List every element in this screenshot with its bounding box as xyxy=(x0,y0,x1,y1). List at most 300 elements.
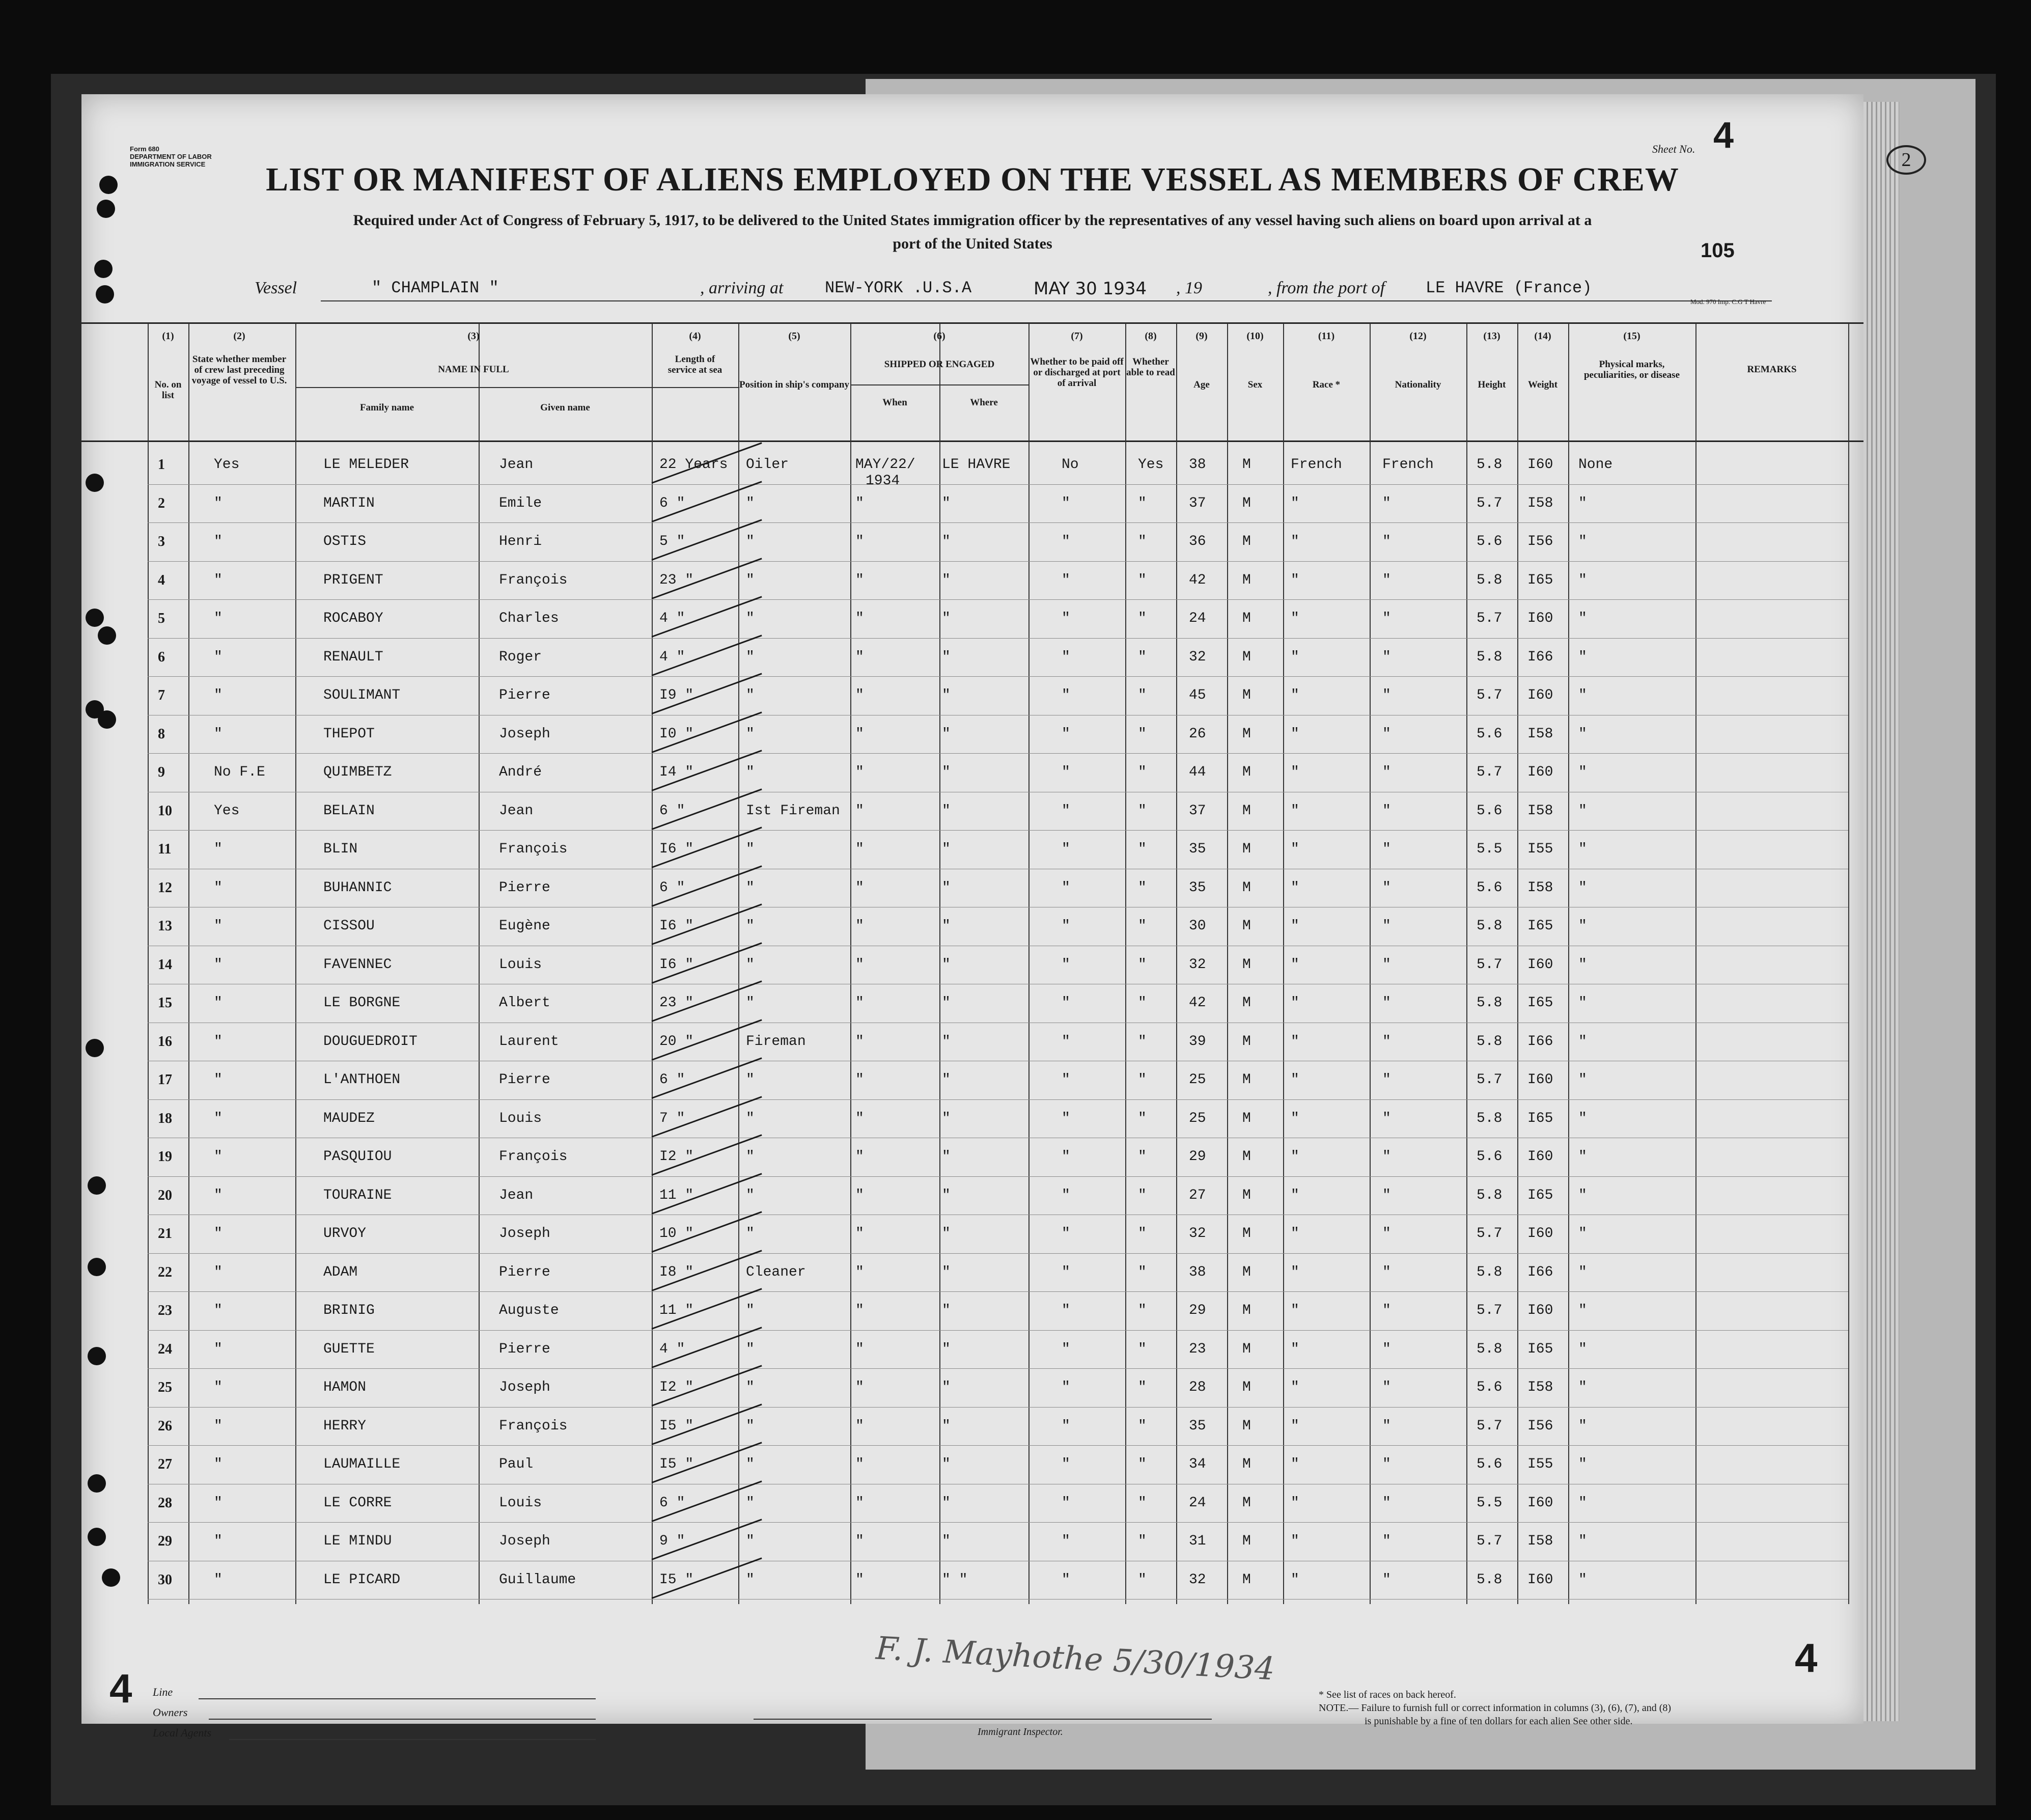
sex: M xyxy=(1242,764,1251,780)
column-rule xyxy=(939,323,940,1604)
binding-hole xyxy=(94,260,113,278)
sex: M xyxy=(1242,879,1251,896)
vessel-label: Vessel xyxy=(255,279,297,297)
race: " xyxy=(1291,764,1299,780)
col2-header: State whether member of crew last preceding voyage of vessel to U.S. xyxy=(191,354,287,386)
previous-voyage: " xyxy=(214,1571,222,1588)
race: " xyxy=(1291,1149,1299,1165)
length-of-service: I8 " xyxy=(659,1264,694,1280)
col9-number: (9) xyxy=(1195,330,1208,342)
physical-marks: " xyxy=(1578,649,1587,665)
year-label: , 19 xyxy=(1176,279,1202,297)
col15-number: (15) xyxy=(1623,330,1640,342)
given-name: Pierre xyxy=(499,1072,550,1088)
margin-circled-number: 2 xyxy=(1886,145,1926,175)
sex: M xyxy=(1242,918,1251,934)
length-of-service: 4 " xyxy=(659,1341,685,1357)
given-name: Henri xyxy=(499,534,542,549)
engaged-where: " xyxy=(942,1418,951,1434)
family-name: SOULIMANT xyxy=(323,687,401,703)
previous-voyage: " xyxy=(214,1456,222,1472)
engaged-where: " xyxy=(942,1187,951,1203)
sex: M xyxy=(1242,572,1251,588)
length-of-service: 11 " xyxy=(659,1303,694,1318)
height: 5.8 xyxy=(1477,1571,1503,1588)
subheader-rule xyxy=(652,387,738,388)
binding-hole xyxy=(88,1258,106,1276)
weight: I58 xyxy=(1527,726,1553,742)
race: " xyxy=(1291,1533,1299,1549)
paid-off: " xyxy=(1062,1456,1070,1472)
previous-voyage: " xyxy=(214,534,222,549)
length-of-service: I5 " xyxy=(659,1571,694,1588)
col7-header: Whether to be paid off or discharged at port of arrival xyxy=(1030,356,1124,389)
physical-marks: " xyxy=(1578,726,1587,742)
physical-marks: " xyxy=(1578,995,1587,1011)
weight: I65 xyxy=(1527,1341,1553,1357)
weight: I65 xyxy=(1527,918,1553,934)
ship-position: Oiler xyxy=(746,457,789,473)
owners-label: Owners xyxy=(153,1706,188,1719)
physical-marks: " xyxy=(1578,1110,1587,1126)
ship-position: " xyxy=(746,956,755,973)
nationality: " xyxy=(1382,918,1391,934)
given-name: Guillaume xyxy=(499,1571,576,1588)
length-of-service: 4 " xyxy=(659,611,685,626)
engaged-when: " xyxy=(855,1341,864,1357)
weight: I56 xyxy=(1527,534,1553,549)
column-rule xyxy=(1370,323,1371,1604)
length-of-service: I6 " xyxy=(659,956,694,973)
race: " xyxy=(1291,803,1299,819)
row-rule xyxy=(148,1176,1848,1177)
col2-number: (2) xyxy=(233,330,245,342)
weight: I55 xyxy=(1527,1456,1553,1472)
race: " xyxy=(1291,1226,1299,1242)
ship-position: " xyxy=(746,995,755,1011)
engaged-when: " xyxy=(855,1495,864,1511)
engaged-when: " xyxy=(855,534,864,549)
header-bottom-rule xyxy=(81,440,1863,442)
family-name: THEPOT xyxy=(323,726,375,742)
binding-hole xyxy=(96,285,114,304)
race: " xyxy=(1291,726,1299,742)
row-number: 2 xyxy=(158,495,165,511)
height: 5.5 xyxy=(1477,841,1503,857)
able-to-read: " xyxy=(1138,995,1147,1011)
sex: M xyxy=(1242,1187,1251,1203)
line-label: Line xyxy=(153,1686,173,1698)
row-number: 4 xyxy=(158,572,165,588)
given-name: Jean xyxy=(499,457,534,473)
given-name: Joseph xyxy=(499,726,550,742)
height: 5.7 xyxy=(1477,1303,1503,1318)
physical-marks: " xyxy=(1578,956,1587,973)
nationality: French xyxy=(1382,457,1434,473)
col10-header: Sex xyxy=(1247,379,1263,390)
ship-position: " xyxy=(746,1533,755,1549)
family-name: MAUDEZ xyxy=(323,1110,375,1126)
ship-position: " xyxy=(746,1418,755,1434)
vessel-name: " CHAMPLAIN " xyxy=(372,279,499,297)
row-number: 9 xyxy=(158,764,165,780)
sex: M xyxy=(1242,457,1251,473)
page-count: 105 xyxy=(1701,239,1735,262)
able-to-read: " xyxy=(1138,803,1147,819)
col5-number: (5) xyxy=(788,330,800,342)
row-number: 12 xyxy=(158,879,172,896)
arriving-label: , arriving at xyxy=(700,279,784,297)
weight: I65 xyxy=(1527,1110,1553,1126)
weight: I58 xyxy=(1527,803,1553,819)
physical-marks: " xyxy=(1578,1072,1587,1088)
col3-number: (3) xyxy=(467,330,480,342)
family-name: HAMON xyxy=(323,1380,367,1395)
length-of-service: 9 " xyxy=(659,1533,685,1549)
previous-voyage: " xyxy=(214,495,222,511)
column-rule xyxy=(1568,323,1569,1604)
family-name: LE MINDU xyxy=(323,1533,392,1549)
row-number: 6 xyxy=(158,649,165,665)
row-rule xyxy=(148,1368,1848,1369)
previous-voyage: " xyxy=(214,649,222,665)
row-rule xyxy=(148,1099,1848,1100)
sex: M xyxy=(1242,495,1251,511)
arrival-date: MAY 30 1934 xyxy=(1034,279,1147,299)
engaged-when: " xyxy=(855,764,864,780)
height: 5.6 xyxy=(1477,1149,1503,1165)
race: " xyxy=(1291,495,1299,511)
sex: M xyxy=(1242,1226,1251,1242)
engaged-where: " " xyxy=(942,1571,968,1588)
paid-off: " xyxy=(1062,1341,1070,1357)
row-number: 16 xyxy=(158,1033,172,1050)
length-of-service: I5 " xyxy=(659,1456,694,1472)
age: 32 xyxy=(1189,956,1206,973)
height: 5.6 xyxy=(1477,803,1503,819)
column-rule xyxy=(148,323,149,1604)
height: 5.8 xyxy=(1477,1264,1503,1280)
engaged-where: " xyxy=(942,1226,951,1242)
ship-position: " xyxy=(746,1495,755,1511)
family-name: GUETTE xyxy=(323,1341,375,1357)
physical-marks: " xyxy=(1578,687,1587,703)
sex: M xyxy=(1242,841,1251,857)
engaged-where: " xyxy=(942,1072,951,1088)
ship-position: " xyxy=(746,1226,755,1242)
race: " xyxy=(1291,1303,1299,1318)
engaged-where: " xyxy=(942,1303,951,1318)
signature-line xyxy=(754,1719,1212,1720)
row-number: 18 xyxy=(158,1110,172,1126)
nationality: " xyxy=(1382,803,1391,819)
given-name: Joseph xyxy=(499,1380,550,1395)
length-of-service: 6 " xyxy=(659,1072,685,1088)
nationality: " xyxy=(1382,1533,1391,1549)
nationality: " xyxy=(1382,534,1391,549)
weight: I60 xyxy=(1527,956,1553,973)
able-to-read: " xyxy=(1138,1110,1147,1126)
arriving-port: NEW-YORK .U.S.A xyxy=(825,279,972,297)
height: 5.8 xyxy=(1477,649,1503,665)
family-name: BLIN xyxy=(323,841,358,857)
given-name: Emile xyxy=(499,495,542,511)
col12-number: (12) xyxy=(1409,330,1427,342)
ship-position: " xyxy=(746,1571,755,1588)
engaged-where: " xyxy=(942,956,951,973)
able-to-read: " xyxy=(1138,1187,1147,1203)
height: 5.7 xyxy=(1477,1533,1503,1549)
sex: M xyxy=(1242,649,1251,665)
column-rule xyxy=(652,323,653,1604)
given-name: Jean xyxy=(499,1187,534,1203)
paid-off: " xyxy=(1062,726,1070,742)
weight: I60 xyxy=(1527,687,1553,703)
age: 29 xyxy=(1189,1303,1206,1318)
nationality: " xyxy=(1382,1226,1391,1242)
row-rule xyxy=(148,599,1848,600)
binding-hole xyxy=(88,1474,106,1493)
sex: M xyxy=(1242,726,1251,742)
race: " xyxy=(1291,1072,1299,1088)
row-number: 15 xyxy=(158,995,172,1011)
length-of-service: 6 " xyxy=(659,1495,685,1511)
owners-underline xyxy=(209,1719,596,1720)
paid-off: " xyxy=(1062,495,1070,511)
height: 5.8 xyxy=(1477,1341,1503,1357)
ship-position: " xyxy=(746,534,755,549)
able-to-read: " xyxy=(1138,534,1147,549)
given-name: Joseph xyxy=(499,1533,550,1549)
previous-voyage: " xyxy=(214,841,222,857)
paid-off: " xyxy=(1062,611,1070,626)
col6-where-header: Where xyxy=(970,397,998,408)
subtitle-line-1: Required under Act of Congress of February 5, 1917, to be delivered to the United States immigration officer by the representatives of any vessel having such aliens on board upon arrival at a xyxy=(353,212,1592,229)
family-name: TOURAINE xyxy=(323,1187,392,1203)
age: 37 xyxy=(1189,495,1206,511)
paid-off: " xyxy=(1062,1495,1070,1511)
given-name: Louis xyxy=(499,956,542,973)
given-name: François xyxy=(499,841,568,857)
sex: M xyxy=(1242,1264,1251,1280)
age: 25 xyxy=(1189,1072,1206,1088)
weight: I65 xyxy=(1527,995,1553,1011)
engaged-when: " xyxy=(855,1571,864,1588)
height: 5.7 xyxy=(1477,495,1503,511)
col12-header: Nationality xyxy=(1395,379,1441,390)
weight: I60 xyxy=(1527,1072,1553,1088)
engaged-where: " xyxy=(942,1149,951,1165)
age: 35 xyxy=(1189,841,1206,857)
physical-marks: " xyxy=(1578,1418,1587,1434)
length-of-service: 6 " xyxy=(659,495,685,511)
ship-position: " xyxy=(746,1380,755,1395)
previous-voyage: " xyxy=(214,687,222,703)
col4-header: Length of service at sea xyxy=(667,354,722,375)
able-to-read: " xyxy=(1138,495,1147,511)
paid-off: " xyxy=(1062,841,1070,857)
sex: M xyxy=(1242,1341,1251,1357)
given-name: Albert xyxy=(499,995,550,1011)
nationality: " xyxy=(1382,879,1391,896)
sex: M xyxy=(1242,1533,1251,1549)
age: 24 xyxy=(1189,611,1206,626)
row-rule xyxy=(148,484,1848,485)
able-to-read: " xyxy=(1138,726,1147,742)
given-name: Paul xyxy=(499,1456,534,1472)
physical-marks: None xyxy=(1578,457,1613,473)
engaged-where: " xyxy=(942,841,951,857)
physical-marks: " xyxy=(1578,1033,1587,1050)
paid-off: " xyxy=(1062,1303,1070,1318)
sex: M xyxy=(1242,1495,1251,1511)
able-to-read: " xyxy=(1138,1380,1147,1395)
weight: I60 xyxy=(1527,1226,1553,1242)
able-to-read: " xyxy=(1138,1303,1147,1318)
given-name: André xyxy=(499,764,542,780)
engaged-when: " xyxy=(855,841,864,857)
weight: I65 xyxy=(1527,572,1553,588)
previous-voyage: " xyxy=(214,956,222,973)
col5-header: Position in ship's company xyxy=(739,379,849,390)
given-name: Louis xyxy=(499,1110,542,1126)
nationality: " xyxy=(1382,1495,1391,1511)
inspector-label: Immigrant Inspector. xyxy=(978,1726,1063,1738)
row-number: 20 xyxy=(158,1187,172,1203)
paid-off: " xyxy=(1062,1110,1070,1126)
given-name: Pierre xyxy=(499,879,550,896)
height: 5.5 xyxy=(1477,1495,1503,1511)
engaged-when: " xyxy=(855,879,864,896)
weight: I60 xyxy=(1527,1149,1553,1165)
col8-header: Whether able to read xyxy=(1126,356,1175,378)
engaged-where: " xyxy=(942,726,951,742)
col9-header: Age xyxy=(1193,379,1210,390)
engaged-when: " xyxy=(855,1533,864,1549)
height: 5.8 xyxy=(1477,918,1503,934)
age: 38 xyxy=(1189,457,1206,473)
length-of-service: 22 Years xyxy=(659,457,728,473)
previous-voyage: " xyxy=(214,1110,222,1126)
physical-marks: " xyxy=(1578,1380,1587,1395)
col1-header: No. on list xyxy=(154,379,182,401)
column-rule xyxy=(1466,323,1467,1604)
length-of-service: I2 " xyxy=(659,1380,694,1395)
age: 45 xyxy=(1189,687,1206,703)
ship-position: " xyxy=(746,572,755,588)
engaged-when: " xyxy=(855,1187,864,1203)
paid-off: " xyxy=(1062,918,1070,934)
sheet-mark-left: 4 xyxy=(109,1666,132,1711)
manifest-page xyxy=(81,94,1863,1739)
height: 5.8 xyxy=(1477,457,1503,473)
able-to-read: " xyxy=(1138,1264,1147,1280)
age: 32 xyxy=(1189,1226,1206,1242)
engaged-when: " xyxy=(855,918,864,934)
binding-hole xyxy=(86,609,104,627)
paid-off: " xyxy=(1062,1187,1070,1203)
height: 5.7 xyxy=(1477,611,1503,626)
previous-voyage: " xyxy=(214,879,222,896)
col8-number: (8) xyxy=(1145,330,1157,342)
race: " xyxy=(1291,534,1299,549)
height: 5.8 xyxy=(1477,1187,1503,1203)
length-of-service: I0 " xyxy=(659,726,694,742)
row-number: 13 xyxy=(158,918,172,934)
weight: I66 xyxy=(1527,649,1553,665)
nationality: " xyxy=(1382,572,1391,588)
engaged-where: " xyxy=(942,1033,951,1050)
engaged-where: " xyxy=(942,611,951,626)
given-name: Pierre xyxy=(499,1264,550,1280)
paid-off: " xyxy=(1062,1033,1070,1050)
family-name: BRINIG xyxy=(323,1303,375,1318)
previous-voyage: " xyxy=(214,1380,222,1395)
binding-hole xyxy=(98,626,116,645)
family-name: ADAM xyxy=(323,1264,358,1280)
able-to-read: " xyxy=(1138,1149,1147,1165)
row-number: 28 xyxy=(158,1495,172,1511)
age: 34 xyxy=(1189,1456,1206,1472)
row-rule xyxy=(148,1330,1848,1331)
engaged-where: " xyxy=(942,534,951,549)
height: 5.8 xyxy=(1477,1033,1503,1050)
engaged-when: " xyxy=(855,1033,864,1050)
engaged-where: " xyxy=(942,1495,951,1511)
row-number: 25 xyxy=(158,1380,172,1395)
col10-number: (10) xyxy=(1246,330,1264,342)
row-number: 14 xyxy=(158,956,172,973)
row-number: 8 xyxy=(158,726,165,742)
able-to-read: " xyxy=(1138,1533,1147,1549)
col11-number: (11) xyxy=(1318,330,1335,342)
engaged-where: " xyxy=(942,1533,951,1549)
column-rule xyxy=(850,323,851,1604)
paid-off: " xyxy=(1062,1226,1070,1242)
physical-marks: " xyxy=(1578,879,1587,896)
family-name: QUIMBETZ xyxy=(323,764,392,780)
penalty-note-cont: is punishable by a fine of ten dollars for each alien See other side. xyxy=(1365,1716,1633,1727)
ship-position: " xyxy=(746,1149,755,1165)
row-rule xyxy=(148,638,1848,639)
length-of-service: 6 " xyxy=(659,879,685,896)
height: 5.6 xyxy=(1477,726,1503,742)
col13-number: (13) xyxy=(1483,330,1500,342)
previous-voyage: " xyxy=(214,995,222,1011)
paid-off: " xyxy=(1062,1264,1070,1280)
ship-position: " xyxy=(746,1072,755,1088)
binding-hole xyxy=(88,1176,106,1195)
race: " xyxy=(1291,841,1299,857)
footnotes xyxy=(1319,1688,1671,1728)
engaged-when: MAY/22/ xyxy=(855,457,915,473)
previous-voyage: " xyxy=(214,1033,222,1050)
given-name: Pierre xyxy=(499,1341,550,1357)
ship-position: " xyxy=(746,611,755,626)
engaged-when: " xyxy=(855,1149,864,1165)
line-underline xyxy=(199,1698,596,1699)
race: " xyxy=(1291,1418,1299,1434)
height: 5.7 xyxy=(1477,687,1503,703)
engaged-where: " xyxy=(942,687,951,703)
physical-marks: " xyxy=(1578,534,1587,549)
family-name: URVOY xyxy=(323,1226,367,1242)
engaged-where: " xyxy=(942,803,951,819)
engaged-when: " xyxy=(855,1226,864,1242)
binding-hole xyxy=(98,710,116,729)
engaged-where: " xyxy=(942,1456,951,1472)
column-rule xyxy=(1283,323,1284,1604)
